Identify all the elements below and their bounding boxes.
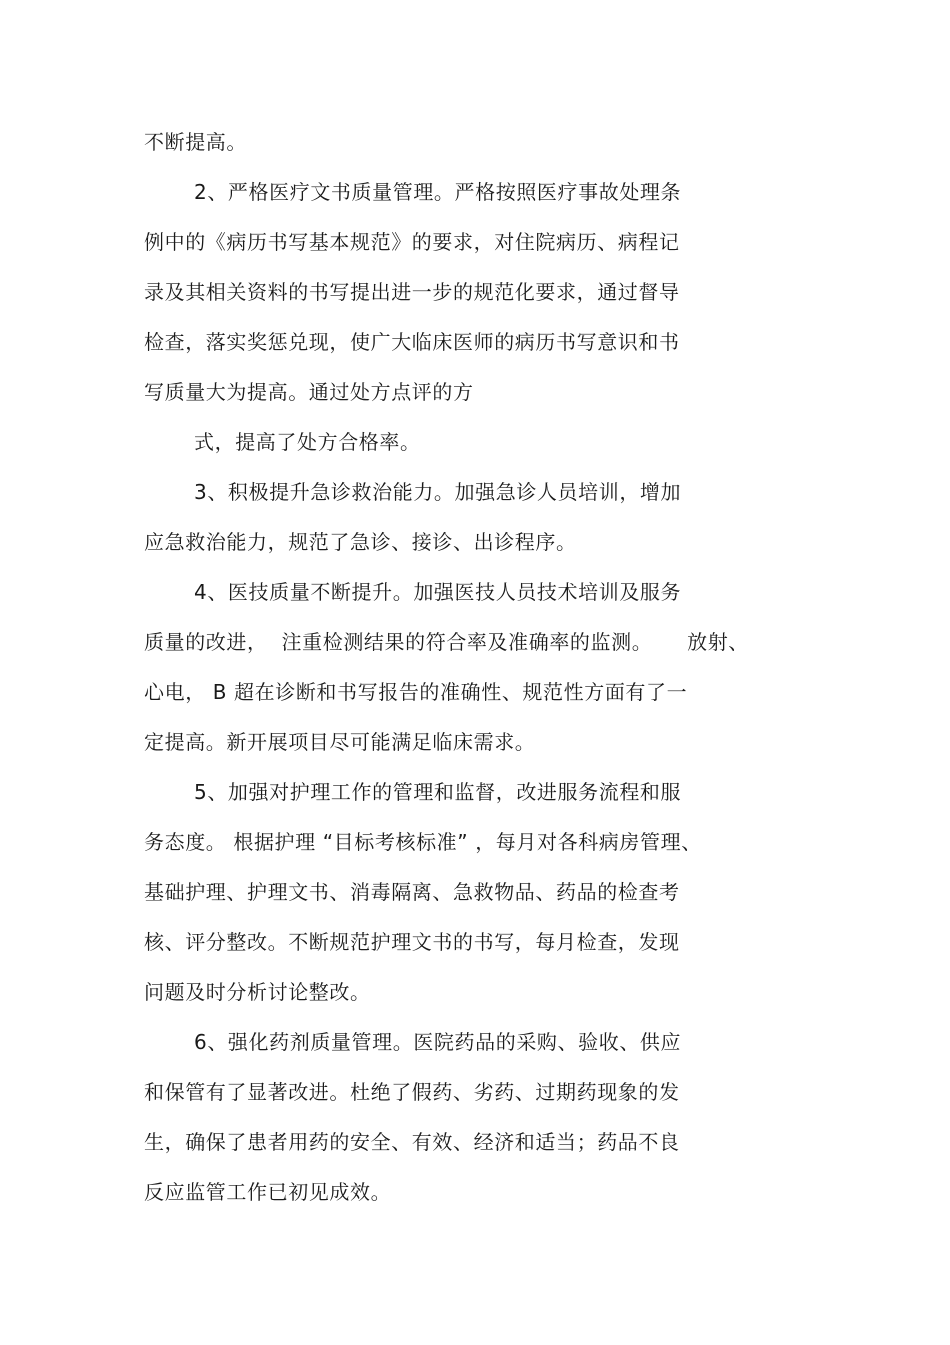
text-line: 应急救治能力，规范了急诊、接诊、出诊程序。	[144, 530, 577, 554]
text-line: 反应监管工作已初见成效。	[144, 1180, 392, 1204]
text-line: 不断提高。	[144, 130, 247, 154]
text-line: 检查，落实奖惩兑现，使广大临床医师的病历书写意识和书	[144, 330, 680, 354]
text-line: 心电， B 超在诊断和书写报告的准确性、规范性方面有了一	[144, 680, 688, 704]
text-line: 质量的改进， 注重检测结果的符合率及准确率的监测。 放射、	[144, 630, 749, 654]
text-line: 写质量大为提高。通过处方点评的方	[144, 380, 474, 404]
text-line: 生，确保了患者用药的安全、有效、经济和适当；药品不良	[144, 1130, 680, 1154]
text-line: 务态度。 根据护理 “目标考核标准” ，每月对各科病房管理、	[144, 830, 702, 854]
text-line: 和保管有了显著改进。杜绝了假药、劣药、过期药现象的发	[144, 1080, 680, 1104]
paragraph-2-heading-line: 2、严格医疗文书质量管理。严格按照医疗事故处理条	[194, 180, 682, 204]
text-line: 式，提高了处方合格率。	[194, 430, 421, 454]
text-line: 核、评分整改。不断规范护理文书的书写，每月检查，发现	[144, 930, 680, 954]
paragraph-5-heading-line: 5、加强对护理工作的管理和监督，改进服务流程和服	[194, 780, 682, 804]
paragraph-4-heading-line: 4、医技质量不断提升。加强医技人员技术培训及服务	[194, 580, 682, 604]
text-line: 例中的《病历书写基本规范》的要求，对住院病历、病程记	[144, 230, 680, 254]
text-line: 定提高。新开展项目尽可能满足临床需求。	[144, 730, 536, 754]
paragraph-3-heading-line: 3、积极提升急诊救治能力。加强急诊人员培训，增加	[194, 480, 682, 504]
text-line: 录及其相关资料的书写提出进一步的规范化要求，通过督导	[144, 280, 680, 304]
text-line: 基础护理、护理文书、消毒隔离、急救物品、药品的检查考	[144, 880, 680, 904]
paragraph-6-heading-line: 6、强化药剂质量管理。医院药品的采购、验收、供应	[194, 1030, 682, 1054]
text-line: 问题及时分析讨论整改。	[144, 980, 371, 1004]
